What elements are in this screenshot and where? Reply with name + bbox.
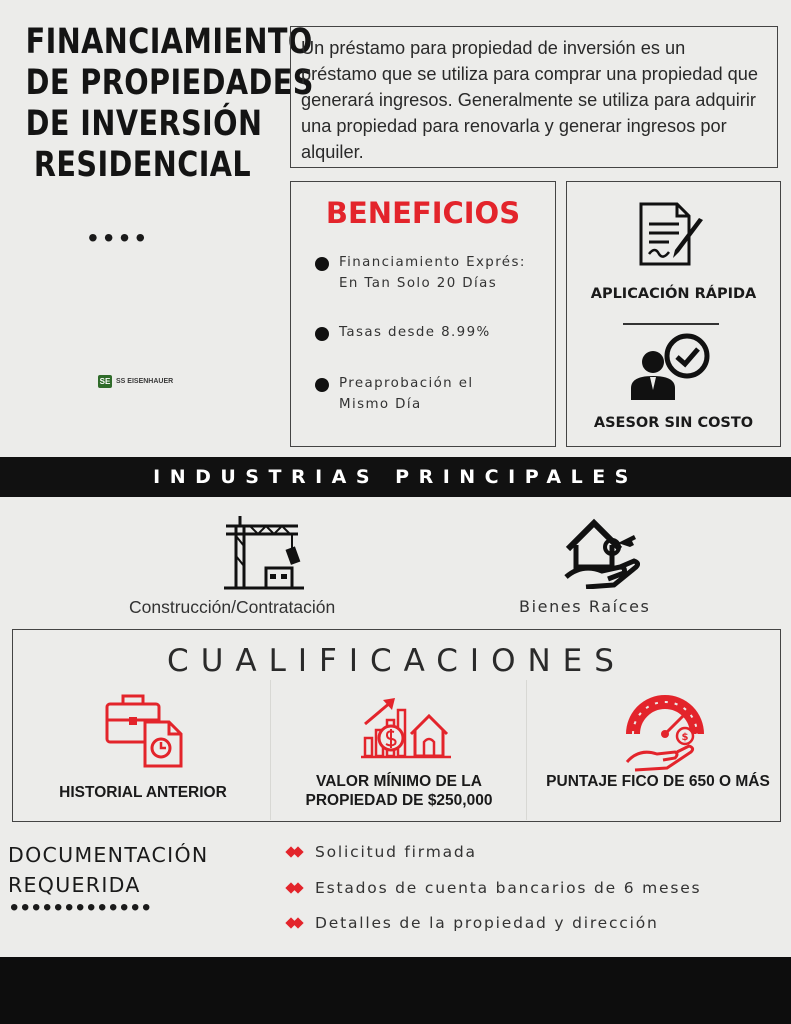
briefcase-document-icon xyxy=(105,690,185,768)
bullet-icon xyxy=(315,378,329,392)
divider xyxy=(526,680,527,820)
property-value-chart-icon xyxy=(361,694,451,760)
document-pen-icon xyxy=(637,202,709,268)
benefit-item xyxy=(315,373,515,415)
advisor-check-icon xyxy=(629,332,713,402)
footer-bar xyxy=(0,957,791,1024)
qualifications-title: CUALIFICACIONES xyxy=(167,643,626,679)
diamond-bullet-icon xyxy=(287,846,303,858)
document-text: Estados de cuenta bancarios de 6 meses xyxy=(315,879,702,897)
industry-label: Construcción/Contratación xyxy=(129,597,336,617)
qualification-label: VALOR MÍNIMO DE LA PROPIEDAD DE $250,000 xyxy=(305,773,493,809)
title-line: RESIDENCIAL xyxy=(33,145,252,185)
industries-banner: INDUSTRIAS PRINCIPALES xyxy=(0,457,791,497)
logo-badge: SE xyxy=(99,377,111,386)
svg-text:$: $ xyxy=(681,732,689,743)
benefit-item xyxy=(315,322,491,343)
benefit-text: Preaprobación el Mismo Día xyxy=(339,376,474,412)
bullet-icon xyxy=(315,257,329,271)
industry-label: Bienes Raíces xyxy=(519,597,651,616)
title-line: DE INVERSIÓN xyxy=(25,104,263,144)
logo-text: SS EISENHAUER xyxy=(116,378,174,385)
document-text: Solicitud firmada xyxy=(315,843,477,861)
documentation-title-line: DOCUMENTACIÓN xyxy=(8,843,209,867)
feature-label: ASESOR SIN COSTO xyxy=(593,415,754,431)
crane-icon xyxy=(224,512,304,590)
intro-box xyxy=(290,26,778,168)
document-item xyxy=(287,843,477,861)
benefits-box xyxy=(290,181,556,447)
document-item xyxy=(287,879,701,897)
intro-text: Un préstamo para propiedad de inversión es un préstamo que se utiliza para comprar una propiedad que generará ingresos. Generalmente se utiliza para adquirir una propiedad para renovarla y generar ingresos por alquiler. xyxy=(301,38,758,162)
title-line: FINANCIAMIENTO xyxy=(25,22,313,62)
document-text: Detalles de la propiedad y dirección xyxy=(315,914,659,932)
document-item xyxy=(287,914,659,932)
benefit-text: Financiamiento Exprés: En Tan Solo 20 Días xyxy=(339,255,526,291)
divider xyxy=(623,323,719,325)
qualification-label: PUNTAJE FICO DE 650 O MÁS xyxy=(546,773,770,790)
benefit-item xyxy=(315,252,535,294)
features-box xyxy=(566,181,781,447)
benefit-text: Tasas desde 8.99% xyxy=(339,325,491,340)
diamond-bullet-icon xyxy=(287,882,303,894)
diamond-bullet-icon xyxy=(287,917,303,929)
documentation-title-line: REQUERIDA xyxy=(8,873,141,897)
house-hand-key-icon xyxy=(564,517,640,589)
documentation-title xyxy=(8,840,209,900)
decorative-dots: ••••••••••••• xyxy=(10,894,154,921)
title-line: DE PROPIEDADES xyxy=(25,63,314,103)
decorative-dots: •••• xyxy=(88,222,152,253)
bullet-icon xyxy=(315,327,329,341)
page-title xyxy=(25,22,314,186)
qualification-label: HISTORIAL ANTERIOR xyxy=(59,784,227,801)
benefits-title: BENEFICIOS xyxy=(325,196,521,230)
divider xyxy=(270,680,271,820)
company-logo xyxy=(98,375,173,388)
credit-score-gauge-icon xyxy=(623,694,707,772)
qualifications-box xyxy=(12,629,781,822)
feature-label: APLICACIÓN RÁPIDA xyxy=(590,286,757,302)
